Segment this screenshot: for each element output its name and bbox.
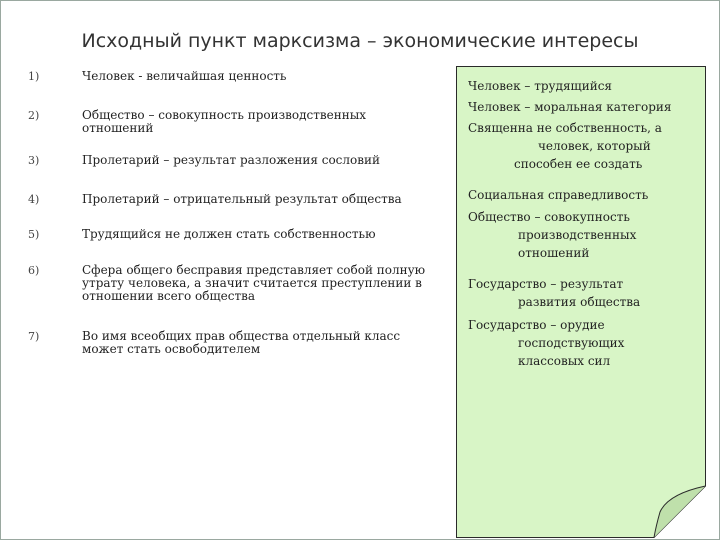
note-line: Государство – орудие xyxy=(468,318,605,332)
item-text: Пролетарий – отрицательный результат общества xyxy=(82,192,402,206)
item-number: 1) xyxy=(28,70,40,83)
note-line: развития общества xyxy=(518,295,641,309)
item-number: 3) xyxy=(28,154,40,167)
note-line: производственных xyxy=(518,228,637,242)
note-line: Государство – результат xyxy=(468,277,624,291)
item-number: 6) xyxy=(28,264,40,277)
note-line: способен ее создать xyxy=(514,157,643,171)
item-number: 2) xyxy=(28,109,40,122)
note-line: отношений xyxy=(518,246,590,260)
item-text: Общество – совокупность производственных отношений xyxy=(82,108,367,135)
note-line: господствующих xyxy=(518,336,625,350)
item-text: Во имя всеобщих прав общества отдельный класс может стать освободителем xyxy=(82,329,401,356)
slide-title: Исходный пункт марксизма – экономические интересы xyxy=(81,30,639,52)
item-number: 7) xyxy=(28,330,40,343)
item-text: Человек - величайшая ценность xyxy=(82,69,287,83)
note-line: Общество – совокупность xyxy=(468,210,630,224)
note-line: Человек – трудящийся xyxy=(468,79,612,93)
item-number: 4) xyxy=(28,193,40,206)
note-line: человек, который xyxy=(538,139,651,153)
item-text: Трудящийся не должен стать собственностью xyxy=(82,227,376,241)
note-line: Социальная справедливость xyxy=(468,188,649,202)
item-text: Пролетарий – результат разложения сословий xyxy=(82,153,381,167)
note-line: Человек – моральная категория xyxy=(468,100,672,114)
green-note-panel xyxy=(456,66,706,538)
item-text: Сфера общего бесправия представляет собой полную утрату человека, а значит считается преступлении в отношении всего общества xyxy=(82,263,426,303)
note-line: Священна не собственность, а xyxy=(468,121,662,135)
note-line: классовых сил xyxy=(518,354,611,368)
item-number: 5) xyxy=(28,228,40,241)
